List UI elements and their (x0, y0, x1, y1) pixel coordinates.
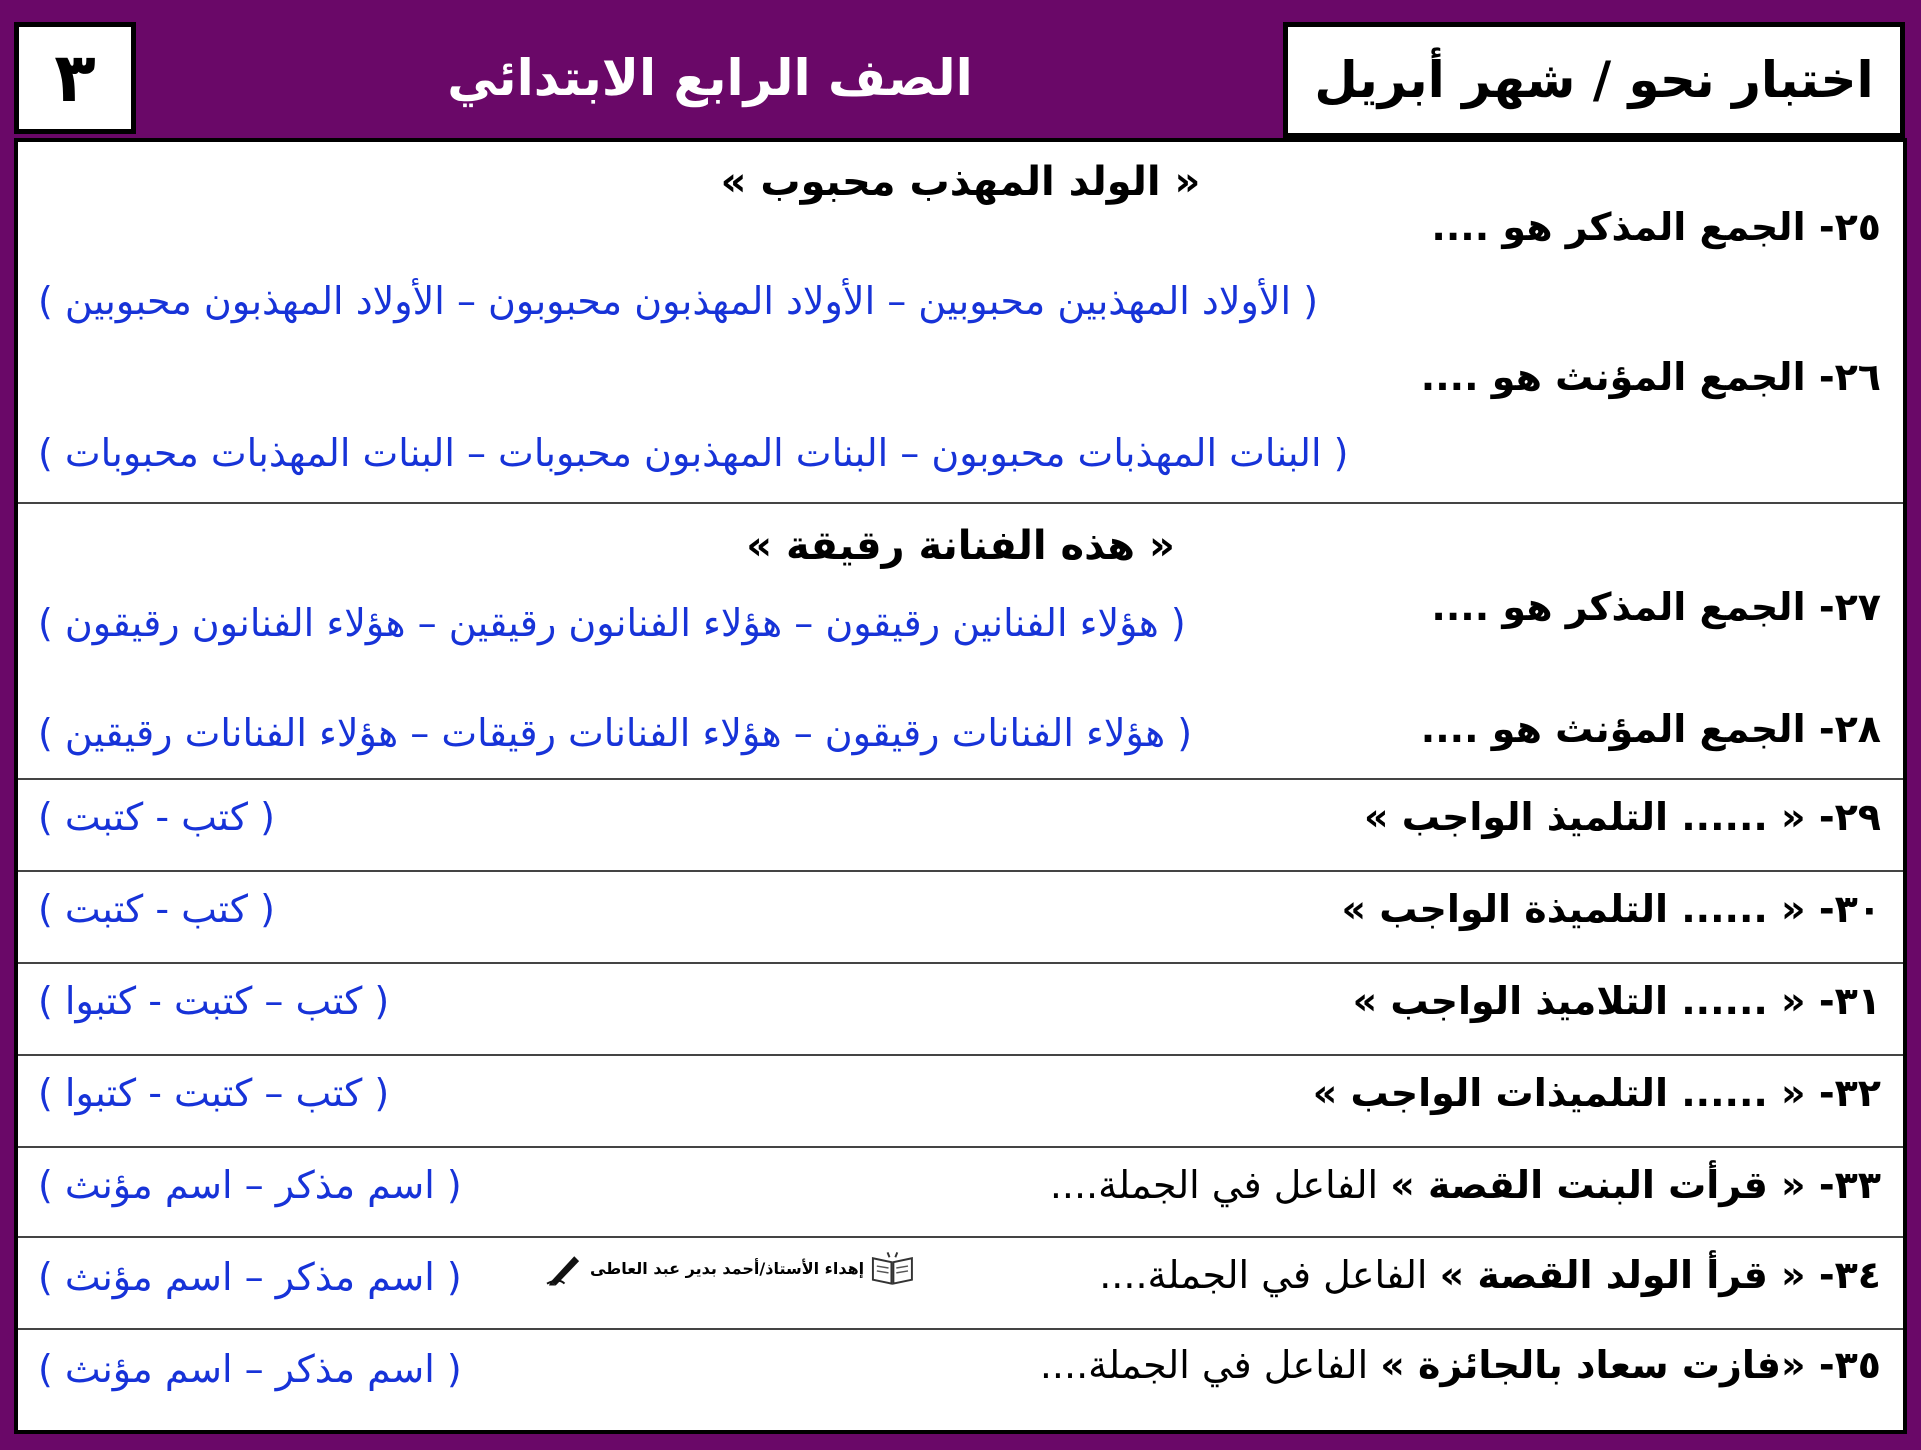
section1-phrase: « الولد المهذب محبوب » (720, 159, 1201, 205)
q29-options: ( كتب - كتبت ) (38, 795, 275, 839)
q31-question: ٣١- « ...... التلاميذ الواجب » (1352, 979, 1881, 1023)
section2-phrase: « هذه الفنانة رقيقة » (746, 523, 1175, 569)
divider (18, 1146, 1903, 1148)
q34-prompt: الفاعل في الجملة.... (1099, 1253, 1440, 1297)
pen-icon (545, 1248, 584, 1288)
q31-options: ( كتب – كتبت - كتبوا ) (38, 979, 390, 1023)
author-signature (545, 1242, 915, 1294)
q33-question (1049, 1163, 1881, 1207)
exam-title-box (1283, 22, 1905, 138)
q35-sentence: ٣٥- «فازت سعاد بالجائزة » (1380, 1343, 1881, 1387)
q26-question: ٢٦- الجمع المؤنث هو .... (1420, 355, 1881, 399)
q28-question: ٢٨- الجمع المؤنث هو .... (1420, 707, 1881, 751)
q34-options: ( اسم مذكر – اسم مؤنث ) (38, 1255, 462, 1299)
q27-options: ( هؤلاء الفنانين رقيقون – هؤلاء الفنانون رقيقين – هؤلاء الفنانون رقيقون ) (38, 601, 1186, 645)
q33-prompt: الفاعل في الجملة.... (1049, 1163, 1391, 1207)
page-number: ٣ (54, 38, 96, 118)
q34-question (1099, 1253, 1881, 1297)
divider (18, 502, 1903, 504)
page-number-box (14, 22, 136, 134)
q27-question: ٢٧- الجمع المذكر هو .... (1431, 585, 1881, 629)
q34-sentence: ٣٤- « قرأ الولد القصة » (1439, 1253, 1881, 1297)
q35-question (1039, 1343, 1881, 1387)
divider (18, 1236, 1903, 1238)
q32-options: ( كتب – كتبت - كتبوا ) (38, 1071, 390, 1115)
q32-question: ٣٢- « ...... التلميذات الواجب » (1312, 1071, 1881, 1115)
divider (18, 1054, 1903, 1056)
grade-title: الصف الرابع الابتدائي (447, 49, 973, 107)
q35-options: ( اسم مذكر – اسم مؤنث ) (38, 1347, 462, 1391)
divider (18, 870, 1903, 872)
q28-options: ( هؤلاء الفنانات رقيقون – هؤلاء الفنانات رقيقات – هؤلاء الفنانات رقيقين ) (38, 711, 1193, 755)
questions-sheet (14, 138, 1907, 1434)
q29-question: ٢٩- « ...... التلميذ الواجب » (1363, 795, 1881, 839)
divider (18, 1328, 1903, 1330)
q25-options: ( الأولاد المهذبين محبوبين – الأولاد المهذبون محبوبون – الأولاد المهذبون محبوبين ) (38, 279, 1319, 323)
q30-question: ٣٠- « ...... التلميذة الواجب » (1341, 887, 1881, 931)
q35-prompt: الفاعل في الجملة.... (1039, 1343, 1381, 1387)
divider (18, 778, 1903, 780)
q30-options: ( كتب - كتبت ) (38, 887, 275, 931)
q26-options: ( البنات المهذبات محبوبون – البنات المهذبون محبوبات – البنات المهذبات محبوبات ) (38, 431, 1349, 475)
exam-title: اختبار نحو / شهر أبريل (1314, 51, 1874, 109)
divider (18, 962, 1903, 964)
q33-options: ( اسم مذكر – اسم مؤنث ) (38, 1163, 462, 1207)
q33-sentence: ٣٣- « قرأت البنت القصة » (1390, 1163, 1881, 1207)
signature-text: إهداء الأستاذ/أحمد بدير عبد العاطى (589, 1258, 865, 1278)
book-icon (870, 1248, 915, 1288)
q25-question: ٢٥- الجمع المذكر هو .... (1431, 205, 1881, 249)
